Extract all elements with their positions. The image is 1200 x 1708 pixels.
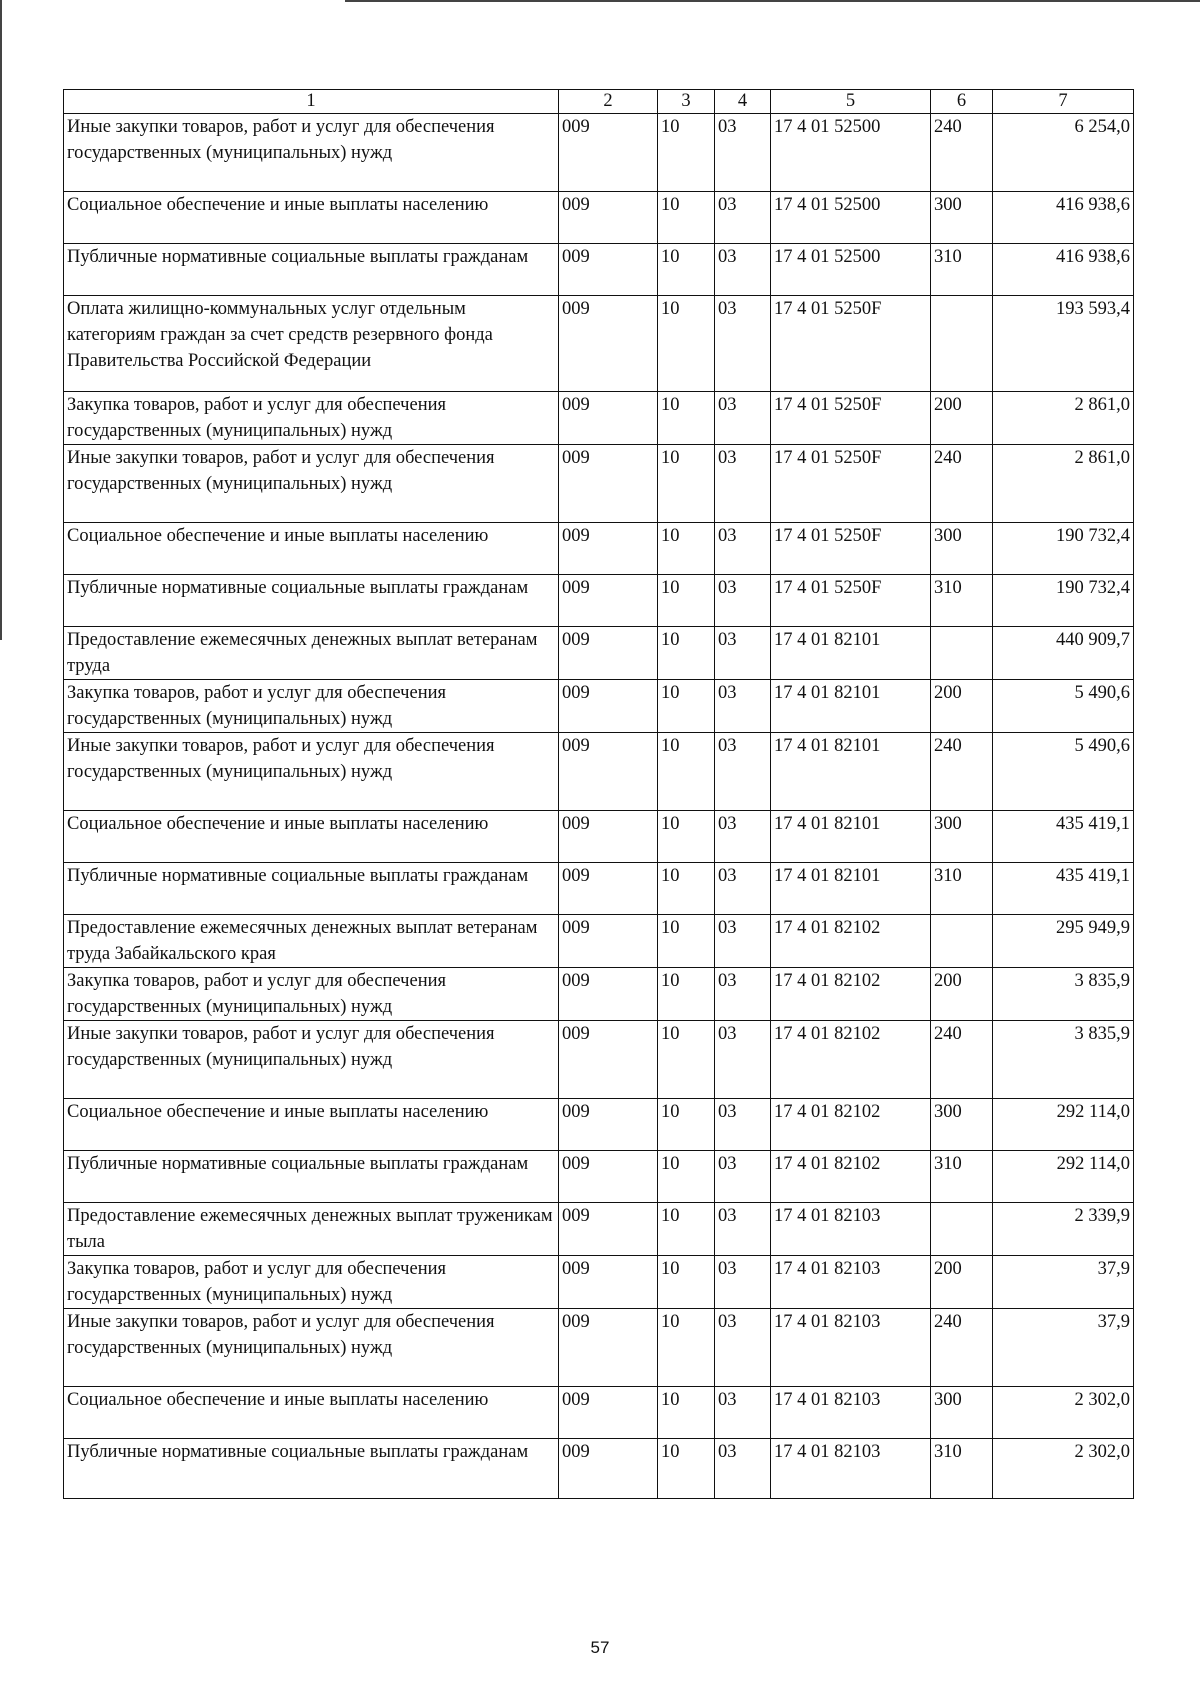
table-row (64, 192, 1134, 244)
section-cell: 10 (658, 1203, 715, 1256)
section-cell: 10 (658, 1387, 715, 1439)
table-row (64, 680, 1134, 733)
expense-type-cell: 200 (931, 1256, 993, 1309)
admin-code-cell: 009 (559, 1203, 658, 1256)
target-item-cell: 17 4 01 82103 (771, 1439, 931, 1499)
amount-cell: 37,9 (993, 1256, 1134, 1309)
row-name-cell: Закупка товаров, работ и услуг для обеспечения государственных (муниципальных) нужд (64, 680, 559, 733)
column-header: 2 (559, 90, 658, 114)
row-name-cell: Социальное обеспечение и иные выплаты населению (64, 523, 559, 575)
page-number: 57 (590, 1638, 610, 1657)
admin-code-cell: 009 (559, 733, 658, 811)
subsection-cell: 03 (715, 863, 771, 915)
row-name-cell: Закупка товаров, работ и услуг для обеспечения государственных (муниципальных) нужд (64, 392, 559, 445)
budget-table (63, 89, 1134, 1499)
expense-type-cell: 240 (931, 733, 993, 811)
target-item-cell: 17 4 01 82101 (771, 733, 931, 811)
expense-type-cell: 300 (931, 811, 993, 863)
table-row (64, 1309, 1134, 1387)
table-body (64, 114, 1134, 1499)
target-item-cell: 17 4 01 52500 (771, 114, 931, 192)
section-cell: 10 (658, 811, 715, 863)
column-header: 6 (931, 90, 993, 114)
subsection-cell: 03 (715, 627, 771, 680)
expense-type-cell: 300 (931, 523, 993, 575)
expense-type-cell: 240 (931, 445, 993, 523)
section-cell: 10 (658, 968, 715, 1021)
subsection-cell: 03 (715, 192, 771, 244)
expense-type-cell: 240 (931, 1309, 993, 1387)
expense-type-cell: 300 (931, 1387, 993, 1439)
target-item-cell: 17 4 01 52500 (771, 192, 931, 244)
amount-cell: 2 339,9 (993, 1203, 1134, 1256)
expense-type-cell: 310 (931, 863, 993, 915)
admin-code-cell: 009 (559, 1099, 658, 1151)
amount-cell: 440 909,7 (993, 627, 1134, 680)
row-name-cell: Оплата жилищно-коммунальных услуг отдельным категориям граждан за счет средств резервного фонда Правительства Российской Федерации (64, 296, 559, 392)
subsection-cell: 03 (715, 680, 771, 733)
amount-cell: 37,9 (993, 1309, 1134, 1387)
row-name-cell: Иные закупки товаров, работ и услуг для обеспечения государственных (муниципальных) нужд (64, 733, 559, 811)
table-row (64, 1387, 1134, 1439)
admin-code-cell: 009 (559, 863, 658, 915)
section-cell: 10 (658, 1099, 715, 1151)
row-name-cell: Иные закупки товаров, работ и услуг для обеспечения государственных (муниципальных) нужд (64, 114, 559, 192)
expense-type-cell (931, 296, 993, 392)
section-cell: 10 (658, 114, 715, 192)
amount-cell: 2 861,0 (993, 445, 1134, 523)
scan-left-border (0, 0, 2, 640)
admin-code-cell: 009 (559, 680, 658, 733)
subsection-cell: 03 (715, 244, 771, 296)
table-row (64, 392, 1134, 445)
expense-type-cell: 300 (931, 1099, 993, 1151)
table-row (64, 1021, 1134, 1099)
column-header: 5 (771, 90, 931, 114)
subsection-cell: 03 (715, 811, 771, 863)
target-item-cell: 17 4 01 5250F (771, 523, 931, 575)
admin-code-cell: 009 (559, 296, 658, 392)
amount-cell: 2 861,0 (993, 392, 1134, 445)
section-cell: 10 (658, 627, 715, 680)
row-name-cell: Социальное обеспечение и иные выплаты населению (64, 1387, 559, 1439)
row-name-cell: Предоставление ежемесячных денежных выплат ветеранам труда Забайкальского края (64, 915, 559, 968)
section-cell: 10 (658, 1021, 715, 1099)
table-row (64, 811, 1134, 863)
target-item-cell: 17 4 01 82101 (771, 811, 931, 863)
expense-type-cell (931, 1203, 993, 1256)
amount-cell: 292 114,0 (993, 1099, 1134, 1151)
amount-cell: 416 938,6 (993, 192, 1134, 244)
section-cell: 10 (658, 392, 715, 445)
amount-cell: 292 114,0 (993, 1151, 1134, 1203)
expense-type-cell (931, 627, 993, 680)
admin-code-cell: 009 (559, 1439, 658, 1499)
amount-cell: 193 593,4 (993, 296, 1134, 392)
admin-code-cell: 009 (559, 192, 658, 244)
target-item-cell: 17 4 01 82101 (771, 680, 931, 733)
amount-cell: 5 490,6 (993, 733, 1134, 811)
row-name-cell: Иные закупки товаров, работ и услуг для обеспечения государственных (муниципальных) нужд (64, 1021, 559, 1099)
amount-cell: 3 835,9 (993, 1021, 1134, 1099)
subsection-cell: 03 (715, 1151, 771, 1203)
table-row (64, 1151, 1134, 1203)
target-item-cell: 17 4 01 82103 (771, 1203, 931, 1256)
amount-cell: 435 419,1 (993, 811, 1134, 863)
amount-cell: 416 938,6 (993, 244, 1134, 296)
column-header: 1 (64, 90, 559, 114)
target-item-cell: 17 4 01 5250F (771, 445, 931, 523)
admin-code-cell: 009 (559, 811, 658, 863)
target-item-cell: 17 4 01 82103 (771, 1387, 931, 1439)
expense-type-cell: 310 (931, 1151, 993, 1203)
row-name-cell: Закупка товаров, работ и услуг для обеспечения государственных (муниципальных) нужд (64, 968, 559, 1021)
table-row (64, 1439, 1134, 1499)
table-row (64, 968, 1134, 1021)
expense-type-cell: 310 (931, 575, 993, 627)
scan-top-border (345, 0, 1200, 2)
amount-cell: 2 302,0 (993, 1387, 1134, 1439)
table-row (64, 575, 1134, 627)
amount-cell: 295 949,9 (993, 915, 1134, 968)
subsection-cell: 03 (715, 968, 771, 1021)
row-name-cell: Социальное обеспечение и иные выплаты населению (64, 811, 559, 863)
table-row (64, 1203, 1134, 1256)
table-row (64, 445, 1134, 523)
table-row (64, 244, 1134, 296)
subsection-cell: 03 (715, 915, 771, 968)
amount-cell: 2 302,0 (993, 1439, 1134, 1499)
table-row (64, 296, 1134, 392)
admin-code-cell: 009 (559, 523, 658, 575)
subsection-cell: 03 (715, 445, 771, 523)
subsection-cell: 03 (715, 1203, 771, 1256)
subsection-cell: 03 (715, 1387, 771, 1439)
target-item-cell: 17 4 01 82103 (771, 1256, 931, 1309)
expense-type-cell: 200 (931, 680, 993, 733)
row-name-cell: Предоставление ежемесячных денежных выплат ветеранам труда (64, 627, 559, 680)
subsection-cell: 03 (715, 1439, 771, 1499)
admin-code-cell: 009 (559, 575, 658, 627)
target-item-cell: 17 4 01 82102 (771, 1021, 931, 1099)
admin-code-cell: 009 (559, 1256, 658, 1309)
section-cell: 10 (658, 1256, 715, 1309)
section-cell: 10 (658, 575, 715, 627)
row-name-cell: Социальное обеспечение и иные выплаты населению (64, 192, 559, 244)
admin-code-cell: 009 (559, 968, 658, 1021)
table-row (64, 627, 1134, 680)
row-name-cell: Публичные нормативные социальные выплаты гражданам (64, 863, 559, 915)
column-number-row (64, 90, 1134, 114)
target-item-cell: 17 4 01 52500 (771, 244, 931, 296)
row-name-cell: Закупка товаров, работ и услуг для обеспечения государственных (муниципальных) нужд (64, 1256, 559, 1309)
admin-code-cell: 009 (559, 1387, 658, 1439)
section-cell: 10 (658, 863, 715, 915)
target-item-cell: 17 4 01 5250F (771, 575, 931, 627)
column-header: 7 (993, 90, 1134, 114)
section-cell: 10 (658, 445, 715, 523)
admin-code-cell: 009 (559, 915, 658, 968)
row-name-cell: Предоставление ежемесячных денежных выплат труженикам тыла (64, 1203, 559, 1256)
subsection-cell: 03 (715, 733, 771, 811)
section-cell: 10 (658, 1439, 715, 1499)
admin-code-cell: 009 (559, 244, 658, 296)
section-cell: 10 (658, 244, 715, 296)
amount-cell: 435 419,1 (993, 863, 1134, 915)
target-item-cell: 17 4 01 82103 (771, 1309, 931, 1387)
target-item-cell: 17 4 01 82102 (771, 1099, 931, 1151)
table-row (64, 863, 1134, 915)
table-row (64, 1099, 1134, 1151)
admin-code-cell: 009 (559, 114, 658, 192)
row-name-cell: Социальное обеспечение и иные выплаты населению (64, 1099, 559, 1151)
row-name-cell: Публичные нормативные социальные выплаты гражданам (64, 244, 559, 296)
row-name-cell: Публичные нормативные социальные выплаты гражданам (64, 1151, 559, 1203)
row-name-cell: Иные закупки товаров, работ и услуг для обеспечения государственных (муниципальных) нужд (64, 445, 559, 523)
target-item-cell: 17 4 01 5250F (771, 392, 931, 445)
expense-type-cell: 200 (931, 968, 993, 1021)
admin-code-cell: 009 (559, 392, 658, 445)
subsection-cell: 03 (715, 114, 771, 192)
row-name-cell: Публичные нормативные социальные выплаты гражданам (64, 1439, 559, 1499)
section-cell: 10 (658, 1151, 715, 1203)
table-row (64, 523, 1134, 575)
target-item-cell: 17 4 01 5250F (771, 296, 931, 392)
amount-cell: 3 835,9 (993, 968, 1134, 1021)
section-cell: 10 (658, 915, 715, 968)
column-header: 3 (658, 90, 715, 114)
target-item-cell: 17 4 01 82102 (771, 1151, 931, 1203)
target-item-cell: 17 4 01 82101 (771, 627, 931, 680)
section-cell: 10 (658, 733, 715, 811)
admin-code-cell: 009 (559, 445, 658, 523)
expense-type-cell: 200 (931, 392, 993, 445)
table-row (64, 1256, 1134, 1309)
amount-cell: 6 254,0 (993, 114, 1134, 192)
expense-type-cell: 310 (931, 1439, 993, 1499)
subsection-cell: 03 (715, 523, 771, 575)
target-item-cell: 17 4 01 82102 (771, 968, 931, 1021)
expense-type-cell (931, 915, 993, 968)
subsection-cell: 03 (715, 296, 771, 392)
subsection-cell: 03 (715, 1099, 771, 1151)
row-name-cell: Иные закупки товаров, работ и услуг для обеспечения государственных (муниципальных) нужд (64, 1309, 559, 1387)
subsection-cell: 03 (715, 1309, 771, 1387)
admin-code-cell: 009 (559, 1309, 658, 1387)
table-row (64, 733, 1134, 811)
expense-type-cell: 240 (931, 114, 993, 192)
table-row (64, 915, 1134, 968)
target-item-cell: 17 4 01 82101 (771, 863, 931, 915)
target-item-cell: 17 4 01 82102 (771, 915, 931, 968)
section-cell: 10 (658, 192, 715, 244)
subsection-cell: 03 (715, 1021, 771, 1099)
expense-type-cell: 310 (931, 244, 993, 296)
admin-code-cell: 009 (559, 627, 658, 680)
section-cell: 10 (658, 296, 715, 392)
column-header: 4 (715, 90, 771, 114)
section-cell: 10 (658, 680, 715, 733)
section-cell: 10 (658, 523, 715, 575)
admin-code-cell: 009 (559, 1021, 658, 1099)
amount-cell: 5 490,6 (993, 680, 1134, 733)
expense-type-cell: 300 (931, 192, 993, 244)
subsection-cell: 03 (715, 575, 771, 627)
expense-type-cell: 240 (931, 1021, 993, 1099)
table-row (64, 114, 1134, 192)
admin-code-cell: 009 (559, 1151, 658, 1203)
amount-cell: 190 732,4 (993, 575, 1134, 627)
amount-cell: 190 732,4 (993, 523, 1134, 575)
section-cell: 10 (658, 1309, 715, 1387)
subsection-cell: 03 (715, 1256, 771, 1309)
row-name-cell: Публичные нормативные социальные выплаты гражданам (64, 575, 559, 627)
subsection-cell: 03 (715, 392, 771, 445)
